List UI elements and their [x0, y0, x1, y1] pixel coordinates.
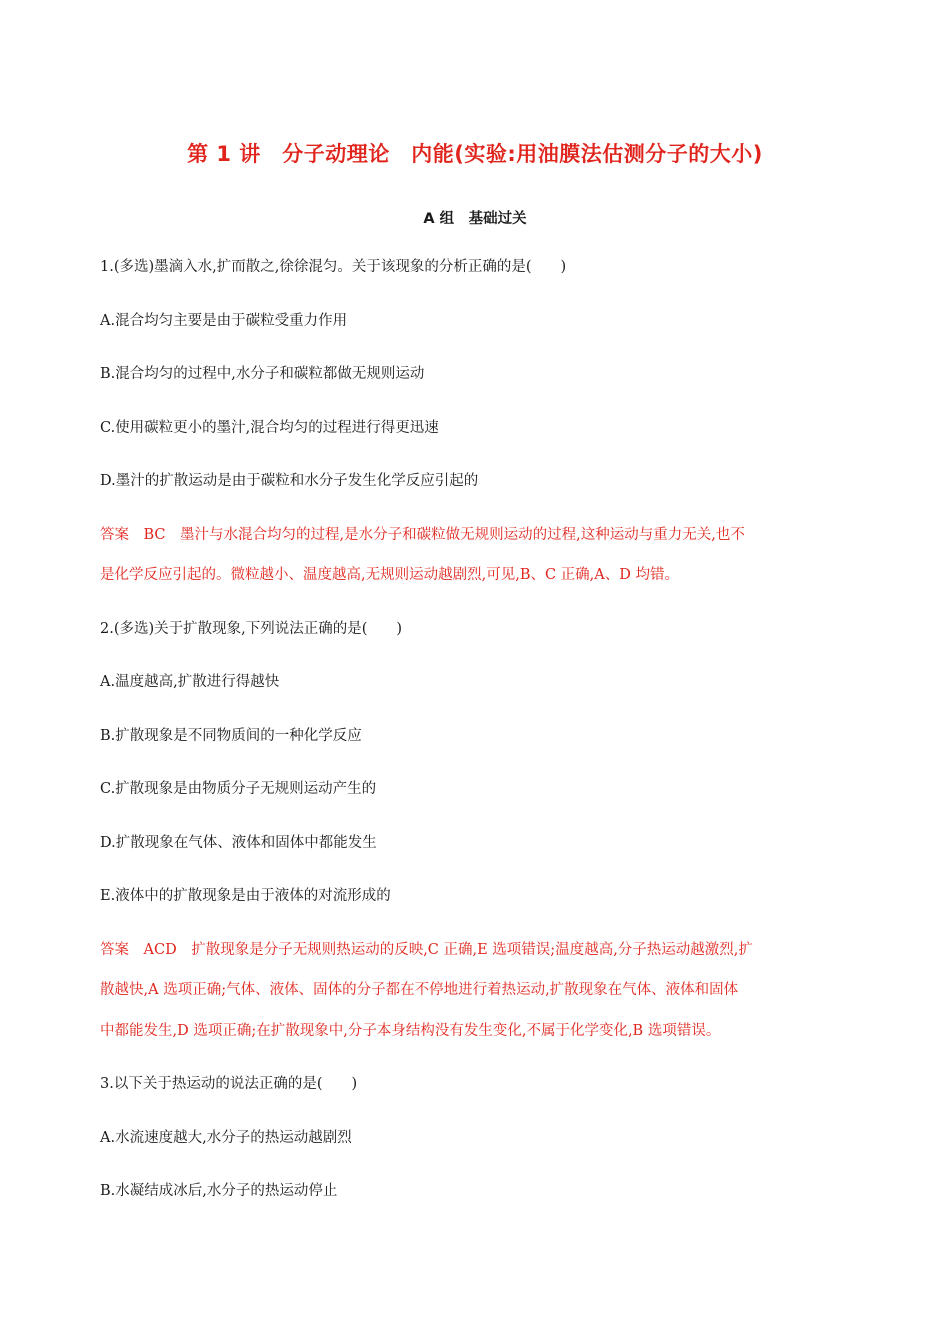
question-1-stem: 1.(多选)墨滴入水,扩而散之,徐徐混匀。关于该现象的分析正确的是( ) [100, 259, 567, 275]
question-2-option-e: E.液体中的扩散现象是由于液体的对流形成的 [100, 888, 391, 904]
question-1-answer-line-2: 是化学反应引起的。微粒越小、温度越高,无规则运动越剧烈,可见,B、C 正确,A、D 均错。 [100, 567, 679, 583]
question-2-stem: 2.(多选)关于扩散现象,下列说法正确的是( ) [100, 621, 403, 637]
question-2-answer-line-1: 答案 ACD 扩散现象是分子无规则热运动的反映,C 正确,E 选项错误;温度越高,分子热运动越激烈,扩 [100, 942, 753, 958]
question-2-option-a: A.温度越高,扩散进行得越快 [100, 674, 280, 690]
question-3-option-a: A.水流速度越大,水分子的热运动越剧烈 [100, 1130, 352, 1146]
question-2-option-b: B.扩散现象是不同物质间的一种化学反应 [100, 728, 362, 744]
question-1-option-d: D.墨汁的扩散运动是由于碳粒和水分子发生化学反应引起的 [100, 473, 479, 489]
section-title: A 组 基础过关 [423, 211, 527, 227]
question-2-answer-line-2: 散越快,A 选项正确;气体、液体、固体的分子都在不停地进行着热运动,扩散现象在气体、液体和固体 [100, 982, 739, 998]
question-1-option-a: A.混合均匀主要是由于碳粒受重力作用 [100, 313, 348, 329]
question-2-option-d: D.扩散现象在气体、液体和固体中都能发生 [100, 835, 377, 851]
question-1-answer-line-1: 答案 BC 墨汁与水混合均匀的过程,是水分子和碳粒做无规则运动的过程,这种运动与重力无关,也不 [100, 527, 745, 543]
question-1-option-c: C.使用碳粒更小的墨汁,混合均匀的过程进行得更迅速 [100, 420, 439, 436]
question-2-answer-line-3: 中都能发生,D 选项正确;在扩散现象中,分子本身结构没有发生变化,不属于化学变化,B 选项错误。 [100, 1023, 721, 1039]
page-title: 第 1 讲 分子动理论 内能(实验:用油膜法估测分子的大小) [187, 142, 763, 166]
question-2-option-c: C.扩散现象是由物质分子无规则运动产生的 [100, 781, 377, 797]
question-1-option-b: B.混合均匀的过程中,水分子和碳粒都做无规则运动 [100, 366, 425, 382]
question-3-option-b: B.水凝结成冰后,水分子的热运动停止 [100, 1183, 338, 1199]
question-3-stem: 3.以下关于热运动的说法正确的是( ) [100, 1076, 358, 1092]
